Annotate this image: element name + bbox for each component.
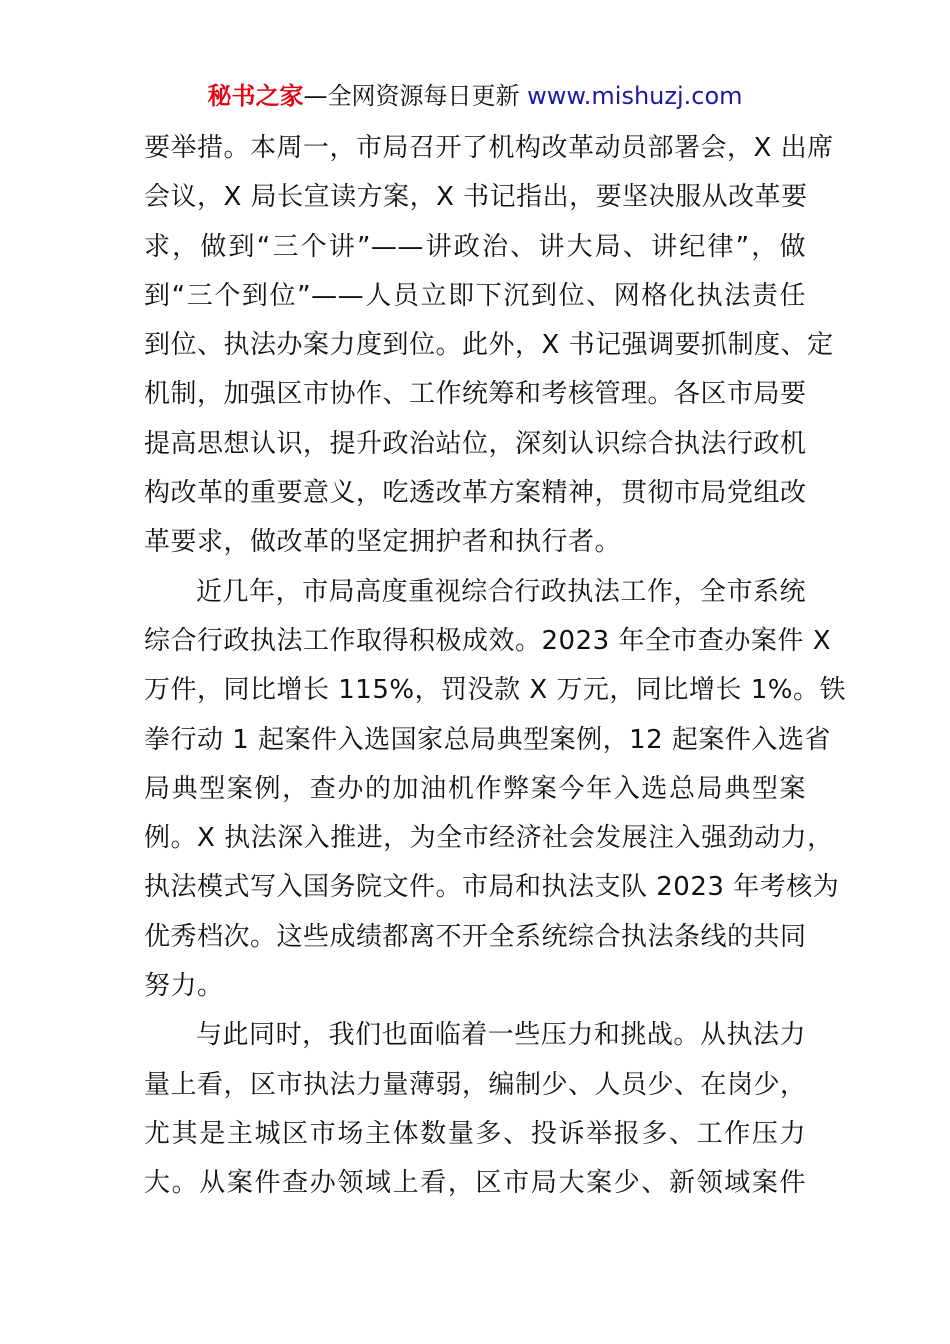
text-line: 到位、执法办案力度到位。此外，X 书记强调要抓制度、定 [144,330,834,361]
text-line: 万件，同比增长 115%，罚没款 X 万元，同比增长 1%。铁 [144,675,846,706]
text-line: 优秀档次。这些成绩都离不开全系统综合执法条线的共同 [144,921,807,952]
text-line: 近几年，市局高度重视综合行政执法工作，全市系统 [196,576,806,607]
text-line: 提高思想认识，提升政治站位，深刻认识综合执法行政机 [144,428,807,459]
text-line: 求，做到“三个讲”——讲政治、讲大局、讲纪律”，做 [144,231,806,262]
text-line: 努力。 [144,971,224,1002]
site-url[interactable]: www.mishuzj.com [527,82,743,110]
text-line: 机制，加强区市协作、工作统筹和考核管理。各区市局要 [144,379,807,410]
text-line: 局典型案例，查办的加油机作弊案今年入选总局典型案 [144,773,806,804]
text-line: 例。X 执法深入推进，为全市经济社会发展注入强劲动力， [144,823,834,854]
site-tagline: —全网资源每日更新 [303,82,528,110]
text-line: 拳行动 1 起案件入选国家总局典型案例，12 起案件入选省 [144,724,831,755]
text-line: 到“三个到位”——人员立即下沉到位、网格化执法责任 [144,280,806,311]
text-line: 尤其是主城区市场主体数量多、投诉举报多、工作压力 [144,1118,806,1149]
text-line: 执法模式写入国务院文件。市局和执法支队 2023 年考核为 [144,872,840,903]
text-line: 与此同时，我们也面临着一些压力和挑战。从执法力 [196,1020,806,1051]
site-brand: 秘书之家 [207,82,304,110]
text-line: 量上看，区市执法力量薄弱，编制少、人员少、在岗少， [144,1069,807,1100]
text-line: 革要求，做改革的坚定拥护者和执行者。 [144,527,622,558]
text-line: 综合行政执法工作取得积极成效。2023 年全市查办案件 X [144,625,832,656]
text-line: 要举措。本周一，市局召开了机构改革动员部署会，X 出席 [144,133,834,163]
text-line: 会议，X 局长宣读方案，X 书记指出，要坚决服从改革要 [144,182,808,213]
document-body [144,124,846,1209]
text-line: 构改革的重要意义，吃透改革方案精神，贯彻市局党组改 [144,478,807,509]
text-line: 大。从案件查办领域上看，区市局大案少、新领域案件 [144,1168,806,1199]
site-header [0,78,950,114]
